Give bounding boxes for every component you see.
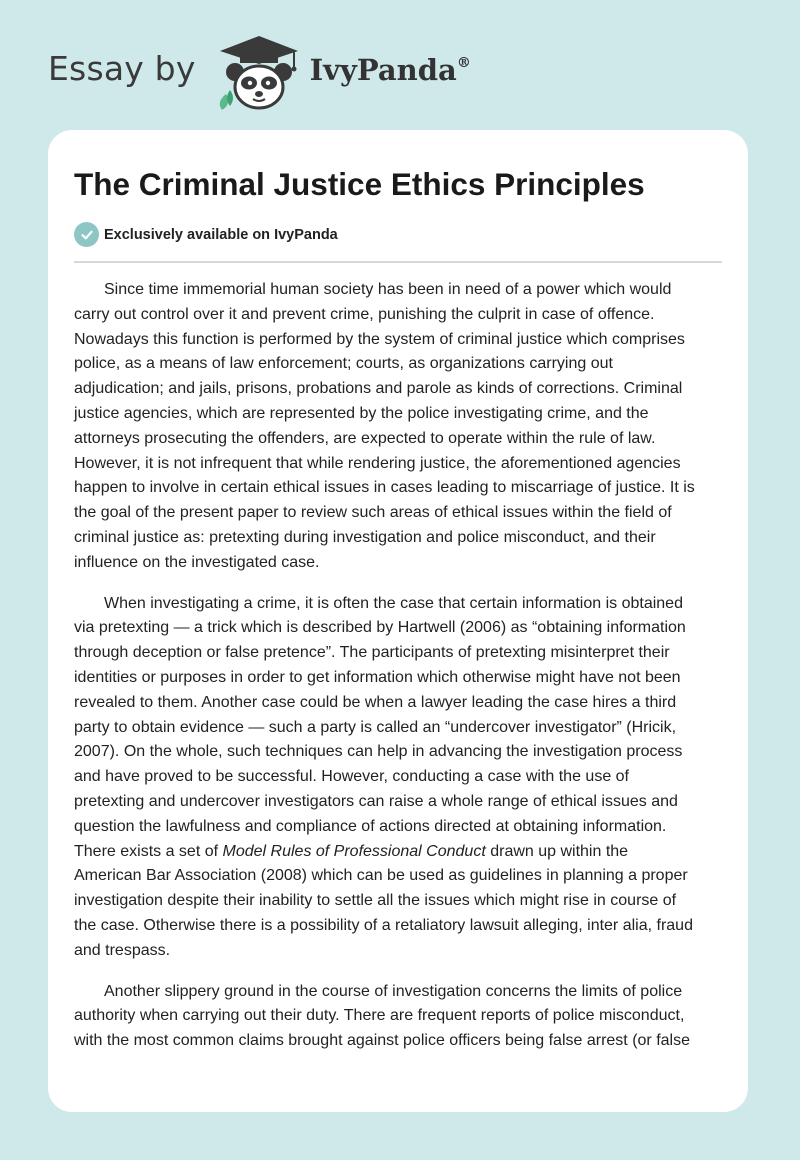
paragraph-line: influence on the investigated case.: [74, 553, 320, 571]
paragraph-line: Another slippery ground in the course of investigation concerns the limits of police: [104, 982, 683, 1000]
badge-label: Exclusively available on IvyPanda: [104, 226, 338, 243]
paragraph-line: Nowadays this function is performed by the system of criminal justice which comprises: [74, 330, 685, 348]
paragraph-line: American Bar Association (2008) which can be used as guidelines in planning a proper: [74, 867, 688, 885]
paragraph-line: There exists a set of Model Rules of Professional Conduct drawn up within the: [74, 842, 629, 860]
paragraph-line: through deception or false pretence”. The participants of pretexting misinterpret their: [74, 644, 670, 662]
panda-graduate-icon[interactable]: [214, 32, 304, 112]
paragraph-line: and have proved to be successful. However, conducting a case with the use of: [74, 768, 629, 786]
essay-card: [48, 130, 748, 1112]
paragraph-line: investigation despite their inability to settle all the issues which might rise in course of: [74, 892, 677, 910]
paragraph-line: party to obtain evidence — such a party is called an “undercover investigator” (Hricik,: [74, 718, 677, 736]
divider: [74, 261, 722, 263]
paragraph-line: revealed to them. Another case could be when a lawyer leading the case hires a third: [74, 693, 677, 711]
paragraph-line: carry out control over it and prevent crime, punishing the culprit in case of offence.: [74, 305, 655, 323]
essay-by-label: Essay by: [48, 48, 196, 88]
paragraph-line: identities or purposes in order to get information which otherwise might have not been: [74, 668, 681, 686]
paragraph-line: 2007). On the whole, such techniques can help in advancing the investigation process: [74, 743, 683, 761]
essay-paragraph: [74, 278, 724, 576]
checkmark-icon: [74, 222, 99, 247]
paragraph-line: the goal of the present paper to review such areas of ethical issues within the field of: [74, 504, 672, 522]
essay-paragraph: [74, 592, 724, 964]
paragraph-line: via pretexting — a trick which is described by Hartwell (2006) as “obtaining information: [74, 619, 686, 637]
paragraph-line: police, as a means of law enforcement; courts, as organizations carrying out: [74, 355, 613, 373]
site-header: [48, 32, 471, 112]
paragraph-line: justice agencies, which are represented by the police investigating crime, and the: [74, 404, 649, 422]
paragraph-line: attorneys prosecuting the offenders, are expected to operate within the rule of law.: [74, 429, 656, 447]
paragraph-line: with the most common claims brought against police officers being false arrest (or false: [74, 1032, 690, 1050]
paragraph-line: Since time immemorial human society has been in need of a power which would: [104, 281, 672, 298]
essay-paragraph: [74, 980, 724, 1054]
paragraph-line: question the lawfulness and compliance of actions directed at obtaining information.: [74, 817, 667, 835]
page-title: The Criminal Justice Ethics Principles: [74, 166, 645, 202]
paragraph-line: authority when carrying out their duty. There are frequent reports of police misconduct,: [74, 1007, 685, 1025]
exclusive-badge: [74, 222, 338, 247]
paragraph-line: criminal justice as: pretexting during investigation and police misconduct, and their: [74, 528, 656, 546]
paragraph-line: and trespass.: [74, 941, 171, 959]
paragraph-line: pretexting and undercover investigators can raise a whole range of ethical issues and: [74, 792, 678, 810]
paragraph-line: When investigating a crime, it is often the case that certain information is obtained: [104, 594, 683, 612]
paragraph-line: the case. Otherwise there is a possibility of a retaliatory lawsuit alleging, inter alia, fraud: [74, 916, 693, 934]
essay-body: [74, 278, 724, 1070]
paragraph-line: However, it is not infrequent that while rendering justice, the aforementioned agencies: [74, 454, 681, 472]
paragraph-line: adjudication; and jails, prisons, probations and parole as kinds of corrections. Criminal: [74, 380, 683, 398]
brand-name[interactable]: IvyPanda®: [309, 53, 471, 87]
paragraph-line: happen to involve in certain ethical issues in cases leading to miscarriage of justice. It is: [74, 479, 695, 497]
